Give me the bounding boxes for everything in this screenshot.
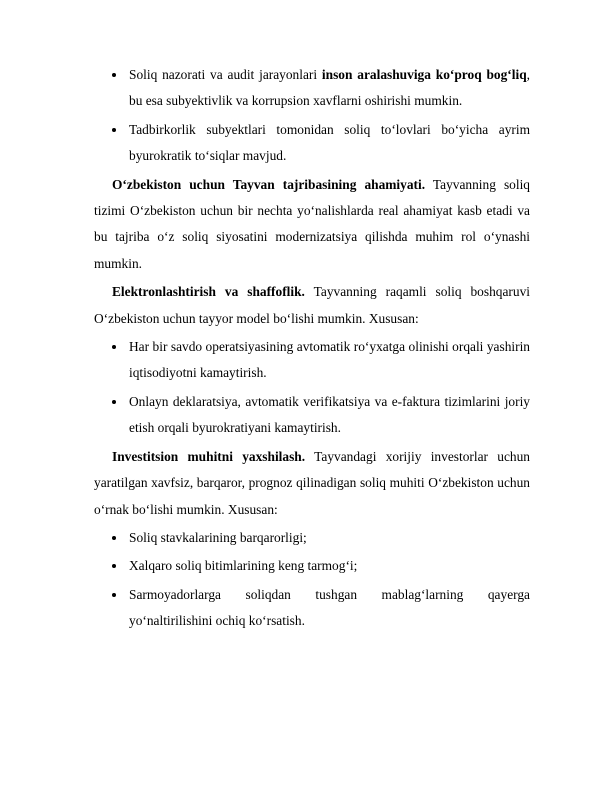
list-item-text: Xalqaro soliq bitimlarining keng tarmog‘i; — [129, 558, 358, 574]
list-item-text: , bu esa subyektivlik va korrupsion xavflarni oshirishi mumkin. — [129, 67, 531, 109]
list-item-text: Har bir savdo operatsiyasining avtomatik ro‘yxatga olinishi orqali yashirin iqtisodiyotni kamaytirish. — [129, 339, 530, 381]
paragraph-heading: O‘zbekiston uchun Tayvan tajribasining ahamiyati. — [112, 176, 426, 192]
paragraph-text: Tayvandagi xorijiy investorlar uchun yaratilgan xavfsiz, barqaror, prognoz qilinadigan soliq muhiti O‘zbekiston uchun o‘rnak bo‘lishi mumkin. Xususan: — [94, 448, 530, 517]
paragraph-heading: Investitsion muhitni yaxshilash. — [112, 448, 306, 464]
bullet-icon — [112, 345, 116, 349]
paragraph — [94, 444, 530, 523]
list-item-text: Soliq nazorati va audit jarayonlari — [129, 67, 322, 82]
list-item-text: Onlayn deklaratsiya, avtomatik verifikatsiya va e-faktura tizimlarini joriy etish orqali byurokratiyani kamaytirish. — [129, 393, 530, 436]
list-item — [94, 117, 530, 170]
list-item — [94, 334, 530, 387]
list-item — [94, 62, 530, 115]
list-item-bold-text: inson aralashuviga ko‘proq bog‘liq — [321, 67, 527, 82]
bullet-icon — [112, 536, 116, 540]
paragraph-text: Tayvanning raqamli soliq boshqaruvi O‘zbekiston uchun tayyor model bo‘lishi mumkin. Xususan: — [94, 284, 530, 326]
list-item — [94, 389, 530, 442]
list-item-text: Sarmoyadorlarga soliqdan tushgan mablag‘larning qayerga yo‘naltirilishini ochiq ko‘rsatish. — [129, 586, 530, 629]
paragraph — [94, 172, 530, 278]
list-item — [94, 525, 530, 551]
document-body — [94, 62, 530, 637]
bullet-icon — [112, 593, 116, 597]
bullet-icon — [112, 73, 116, 77]
paragraph — [94, 279, 530, 332]
list-item-text: Soliq stavkalarining barqarorligi; — [129, 529, 307, 545]
list-item — [94, 553, 530, 579]
bullet-icon — [112, 128, 116, 132]
list-item — [94, 582, 530, 635]
list-item-text: Tadbirkorlik subyektlari tomonidan soliq to‘lovlari bo‘yicha ayrim byurokratik to‘siqlar mavjud. — [129, 121, 530, 164]
bullet-icon — [112, 400, 116, 404]
paragraph-text: Tayvanning soliq tizimi O‘zbekiston uchun bir nechta yo‘nalishlarda real ahamiyat kasb etadi va bu tajriba o‘z soliq siyosatini modernizatsiya qilishda muhim rol o‘ynashi mumkin. — [94, 176, 530, 271]
bullet-icon — [112, 564, 116, 568]
paragraph-heading: Elektronlashtirish va shaffoflik. — [112, 284, 305, 300]
